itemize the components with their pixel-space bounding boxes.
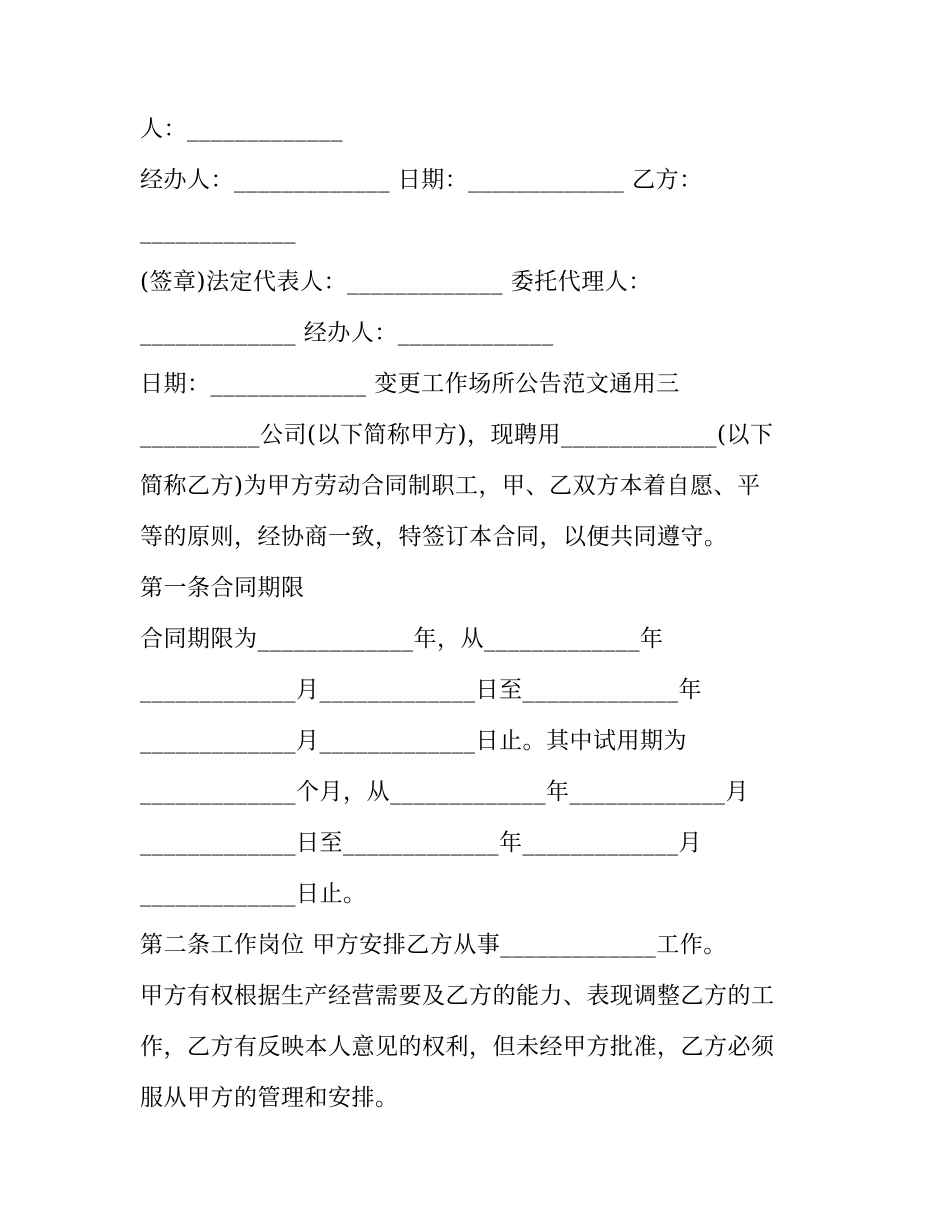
section-heading: 第二条工作岗位 甲方安排乙方从事_____________工作。 [140,932,727,958]
text-line: _____________ [140,218,296,244]
document-body [140,104,820,1124]
text-line: (签章)法定代表人：_____________ 委托代理人： [140,269,652,295]
text-line: _____________ 经办人：_____________ [140,320,554,346]
text-line: _____________日止。 [140,881,367,907]
text-line: 作，乙方有反映本人意见的权利，但未经甲方批准，乙方必须 [140,1034,775,1060]
text-line: 服从甲方的管理和安排。 [140,1085,399,1111]
text-line: 经办人：_____________ 日期：_____________ 乙方： [140,167,703,193]
text-line: __________公司(以下简称甲方)，现聘用_____________(以下 [140,422,774,448]
text-line: 人：_____________ [140,116,343,142]
text-line: 日期：_____________ 变更工作场所公告范文通用三 [140,371,680,397]
text-line: _____________日至_____________年_____________月 [140,830,702,856]
text-line: _____________月_____________日止。其中试用期为 [140,728,687,754]
text-line: 甲方有权根据生产经营需要及乙方的能力、表现调整乙方的工 [140,983,775,1009]
section-heading: 第一条合同期限 [140,575,305,601]
text-line: 等的原则，经协商一致，特签订本合同，以便共同遵守。 [140,524,728,550]
text-line: _____________月_____________日至_____________年 [140,677,702,703]
text-line: 合同期限为_____________年，从_____________年 [140,626,664,652]
text-line: _____________个月，从_____________年_____________月 [140,779,749,805]
text-line: 简称乙方)为甲方劳动合同制职工，甲、乙双方本着自愿、平 [140,473,761,499]
